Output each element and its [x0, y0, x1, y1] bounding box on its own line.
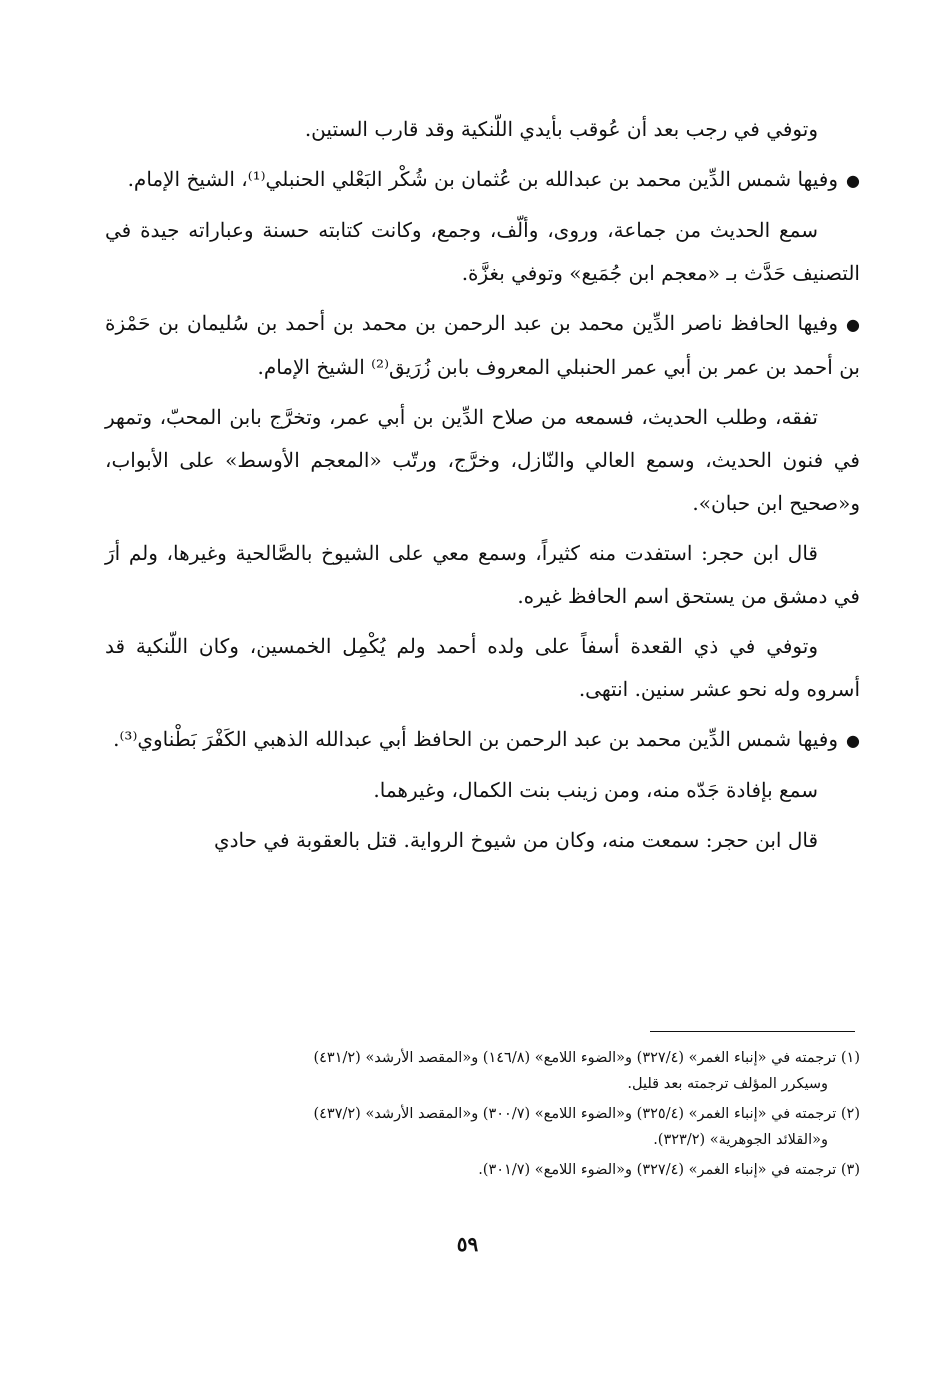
footnotes [105, 1045, 860, 1187]
paragraph-text: قال ابن حجر: استفدت منه كثيراً، وسمع معي على الشيوخ بالصَّالحية وغيرها، ولم أرَ في دمشق من يستحق اسم الحافظ غيره. [105, 541, 860, 608]
paragraph-text: وتوفي في رجب بعد أن عُوقب بأيدي اللّنكية وقد قارب الستين. [304, 117, 818, 141]
page-number: ٥٩ [456, 1232, 479, 1256]
paragraph-text: وفيها الحافظ ناصر الدِّين محمد بن عبد الرحمن بن محمد بن أحمد بن سُليمان بن حَمْزة بن أحمد بن عمر بن أبي عمر الحنبلي المعروف بابن زُرَيق⁽²⁾ الشيخ الإمام. [105, 311, 860, 379]
footnote [105, 1101, 860, 1153]
paragraph [105, 769, 860, 812]
footnote-separator [650, 1031, 855, 1032]
paragraph [105, 625, 860, 711]
footnote-line: وسيكرر المؤلف ترجمته بعد قليل. [627, 1076, 828, 1092]
paragraph-text: وفيها شمس الدِّين محمد بن عبدالله بن عُثمان بن شُكْر البَعْلي الحنبلي⁽¹⁾، الشيخ الإمام. [127, 167, 839, 191]
biography-entry [105, 158, 860, 202]
footnote-line: (٢) ترجمته في «إنباء الغمر» (٣٢٥/٤) و«الضوء اللامع» (٣٠٠/٧) و«المقصد الأرشد» (٤٣٧/٢) [313, 1106, 860, 1122]
paragraph-text: تفقه، وطلب الحديث، فسمعه من صلاح الدِّين بن أبي عمر، وتخرَّج بابن المحبّ، وتمهر في فنون الحديث، وسمع العالي والنّازل، وخرَّج، ورتّب «المعجم الأوسط» على الأبواب، و«صحيح ابن حبان». [105, 405, 860, 515]
main-text [105, 108, 860, 869]
paragraph-text: وفيها شمس الدِّين محمد بن عبد الرحمن بن الحافظ أبي عبدالله الذهبي الكَفْرَ بَطْناوي⁽³⁾. [113, 727, 839, 751]
paragraph-text: سمع الحديث من جماعة، وروى، وألّف، وجمع، وكانت كتابته حسنة وعباراته جيدة في التصنيف حَدَّث بـ «معجم ابن جُمَيع» وتوفي بغزَّة. [105, 218, 860, 285]
footnote-line: و«القلائد الجوهرية» (٣٢٣/٢). [653, 1132, 828, 1148]
paragraph [105, 209, 860, 295]
bullet-icon: ● [846, 731, 860, 750]
paragraph [105, 396, 860, 525]
footnote-line: (٣) ترجمته في «إنباء الغمر» (٣٢٧/٤) و«الضوء اللامع» (٣٠١/٧). [478, 1162, 860, 1178]
bullet-icon: ● [846, 171, 860, 190]
paragraph-text: قال ابن حجر: سمعت منه، وكان من شيوخ الرواية. قتل بالعقوبة في حادي [213, 828, 818, 852]
paragraph [105, 532, 860, 618]
paragraph [105, 108, 860, 151]
footnote [105, 1157, 860, 1183]
biography-entry [105, 718, 860, 762]
paragraph-text: وتوفي في ذي القعدة أسفاً على ولده أحمد ولم يُكْمِل الخمسين، وكان اللّنكية قد أسروه وله نحو عشر سنين. انتهى. [105, 634, 860, 701]
paragraph [105, 819, 860, 862]
footnote [105, 1045, 860, 1097]
bullet-icon: ● [846, 315, 861, 334]
biography-entry [105, 302, 860, 389]
paragraph-text: سمع بإفادة جَدّه منه، ومن زينب بنت الكمال، وغيرهما. [373, 778, 818, 802]
footnote-line: (١) ترجمته في «إنباء الغمر» (٣٢٧/٤) و«الضوء اللامع» (١٤٦/٨) و«المقصد الأرشد» (٤٣١/٢) [313, 1050, 860, 1066]
